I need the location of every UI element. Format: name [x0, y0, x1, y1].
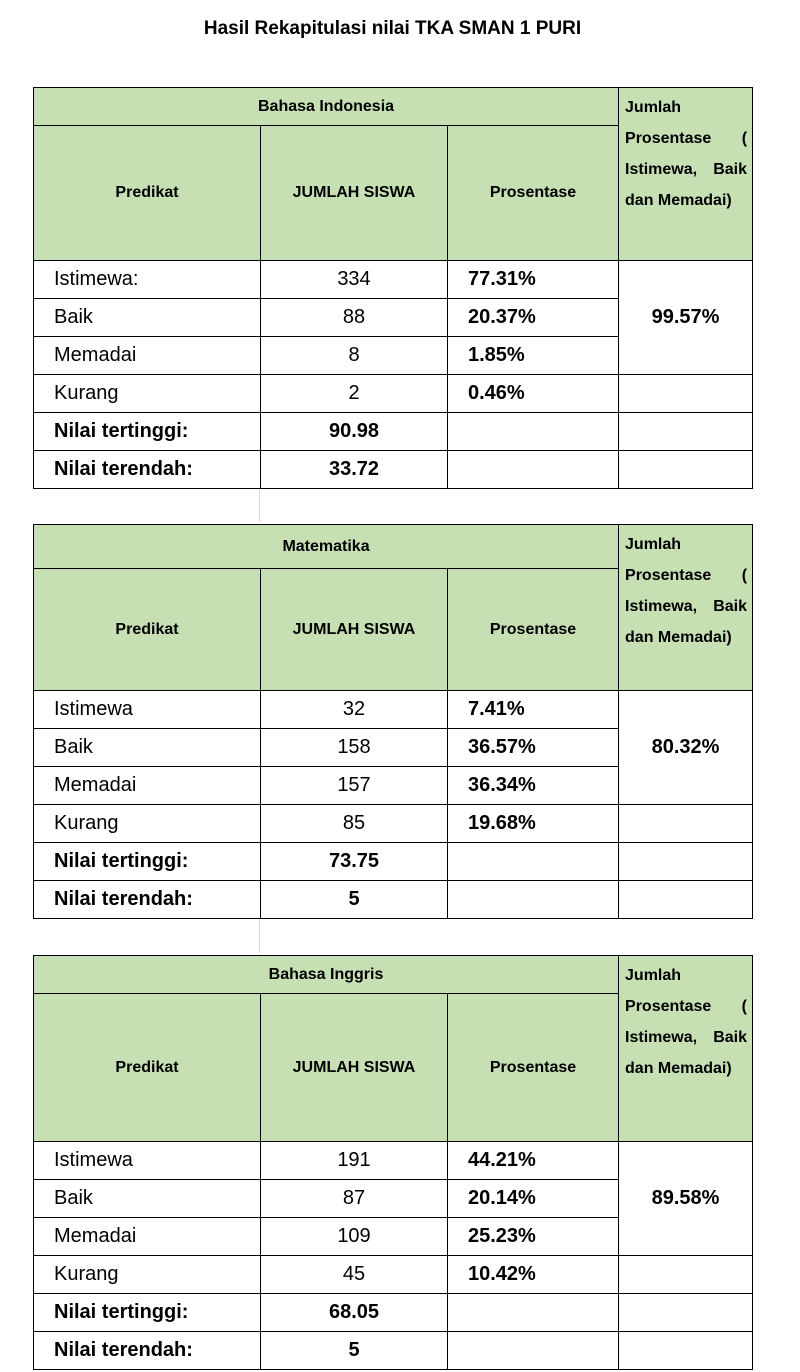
prosentase-cell: 10.42% — [448, 1256, 619, 1294]
table-row — [34, 1332, 753, 1370]
predikat-cell: Kurang — [34, 375, 261, 413]
jumlah-cell: 32 — [261, 691, 448, 729]
prosentase-cell: 25.23% — [448, 1218, 619, 1256]
predikat-cell: Kurang — [34, 1256, 261, 1294]
column-guide-line — [259, 919, 260, 953]
jumlah-prosentase-header: Jumlah Prosentase ( Istimewa, Baik dan Memadai) — [619, 525, 753, 691]
jumlah-cell: 109 — [261, 1218, 448, 1256]
table-row — [34, 413, 753, 451]
prosentase-cell: 36.57% — [448, 729, 619, 767]
prosentase-cell: 1.85% — [448, 337, 619, 375]
predikat-cell: Baik — [34, 1180, 261, 1218]
prosentase-header: Prosentase — [448, 126, 619, 261]
table-row — [34, 1294, 753, 1332]
table-row — [34, 843, 753, 881]
empty-cell — [619, 881, 753, 919]
table-row — [34, 375, 753, 413]
predikat-header: Predikat — [34, 994, 261, 1142]
predikat-header: Predikat — [34, 126, 261, 261]
predikat-cell: Memadai — [34, 1218, 261, 1256]
nilai-tertinggi-label: Nilai tertinggi: — [34, 1294, 261, 1332]
empty-cell — [619, 375, 753, 413]
nilai-terendah-value: 33.72 — [261, 451, 448, 489]
table-row — [34, 1142, 753, 1180]
prosentase-header: Prosentase — [448, 569, 619, 691]
prosentase-cell: 36.34% — [448, 767, 619, 805]
table-row — [34, 691, 753, 729]
table-matematika — [33, 524, 753, 919]
predikat-header: Predikat — [34, 569, 261, 691]
page-title: Hasil Rekapitulasi nilai TKA SMAN 1 PURI — [203, 18, 582, 39]
empty-cell — [448, 881, 619, 919]
predikat-cell: Baik — [34, 299, 261, 337]
jumlah-cell: 334 — [261, 261, 448, 299]
table-row — [34, 805, 753, 843]
empty-cell — [619, 413, 753, 451]
total-prosentase-cell: 99.57% — [619, 261, 753, 375]
prosentase-cell: 7.41% — [448, 691, 619, 729]
prosentase-cell: 20.14% — [448, 1180, 619, 1218]
subject-header: Matematika — [34, 525, 619, 569]
empty-cell — [448, 843, 619, 881]
total-prosentase-cell: 89.58% — [619, 1142, 753, 1256]
predikat-cell: Memadai — [34, 767, 261, 805]
predikat-cell: Baik — [34, 729, 261, 767]
empty-cell — [448, 451, 619, 489]
nilai-tertinggi-value: 73.75 — [261, 843, 448, 881]
jumlah-cell: 85 — [261, 805, 448, 843]
predikat-cell: Memadai — [34, 337, 261, 375]
jumlah-siswa-header: JUMLAH SISWA — [261, 994, 448, 1142]
table-row — [34, 451, 753, 489]
empty-cell — [619, 451, 753, 489]
jumlah-cell: 157 — [261, 767, 448, 805]
predikat-cell: Kurang — [34, 805, 261, 843]
empty-cell — [448, 413, 619, 451]
jumlah-prosentase-header: Jumlah Prosentase ( Istimewa, Baik dan Memadai) — [619, 956, 753, 1142]
column-guide-line — [259, 490, 260, 522]
empty-cell — [619, 1256, 753, 1294]
jumlah-siswa-header: JUMLAH SISWA — [261, 126, 448, 261]
table-bahasa-indonesia — [33, 87, 753, 489]
prosentase-cell: 19.68% — [448, 805, 619, 843]
total-prosentase-cell: 80.32% — [619, 691, 753, 805]
empty-cell — [619, 1294, 753, 1332]
prosentase-cell: 20.37% — [448, 299, 619, 337]
jumlah-cell: 191 — [261, 1142, 448, 1180]
nilai-terendah-label: Nilai terendah: — [34, 451, 261, 489]
prosentase-header: Prosentase — [448, 994, 619, 1142]
empty-cell — [619, 1332, 753, 1370]
subject-header: Bahasa Inggris — [34, 956, 619, 994]
jumlah-cell: 158 — [261, 729, 448, 767]
jumlah-prosentase-header: Jumlah Prosentase ( Istimewa, Baik dan Memadai) — [619, 88, 753, 261]
jumlah-cell: 2 — [261, 375, 448, 413]
jumlah-cell: 8 — [261, 337, 448, 375]
jumlah-siswa-header: JUMLAH SISWA — [261, 569, 448, 691]
nilai-tertinggi-value: 68.05 — [261, 1294, 448, 1332]
subject-header: Bahasa Indonesia — [34, 88, 619, 126]
prosentase-cell: 77.31% — [448, 261, 619, 299]
nilai-tertinggi-label: Nilai tertinggi: — [34, 843, 261, 881]
table-row — [34, 881, 753, 919]
nilai-terendah-label: Nilai terendah: — [34, 881, 261, 919]
empty-cell — [619, 805, 753, 843]
empty-cell — [448, 1294, 619, 1332]
predikat-cell: Istimewa — [34, 691, 261, 729]
jumlah-cell: 87 — [261, 1180, 448, 1218]
empty-cell — [619, 843, 753, 881]
nilai-tertinggi-label: Nilai tertinggi: — [34, 413, 261, 451]
predikat-cell: Istimewa: — [34, 261, 261, 299]
jumlah-cell: 88 — [261, 299, 448, 337]
prosentase-cell: 44.21% — [448, 1142, 619, 1180]
nilai-terendah-label: Nilai terendah: — [34, 1332, 261, 1370]
empty-cell — [448, 1332, 619, 1370]
jumlah-cell: 45 — [261, 1256, 448, 1294]
predikat-cell: Istimewa — [34, 1142, 261, 1180]
prosentase-cell: 0.46% — [448, 375, 619, 413]
nilai-terendah-value: 5 — [261, 881, 448, 919]
table-row — [34, 1256, 753, 1294]
table-row — [34, 261, 753, 299]
table-bahasa-inggris — [33, 955, 753, 1370]
nilai-terendah-value: 5 — [261, 1332, 448, 1370]
nilai-tertinggi-value: 90.98 — [261, 413, 448, 451]
